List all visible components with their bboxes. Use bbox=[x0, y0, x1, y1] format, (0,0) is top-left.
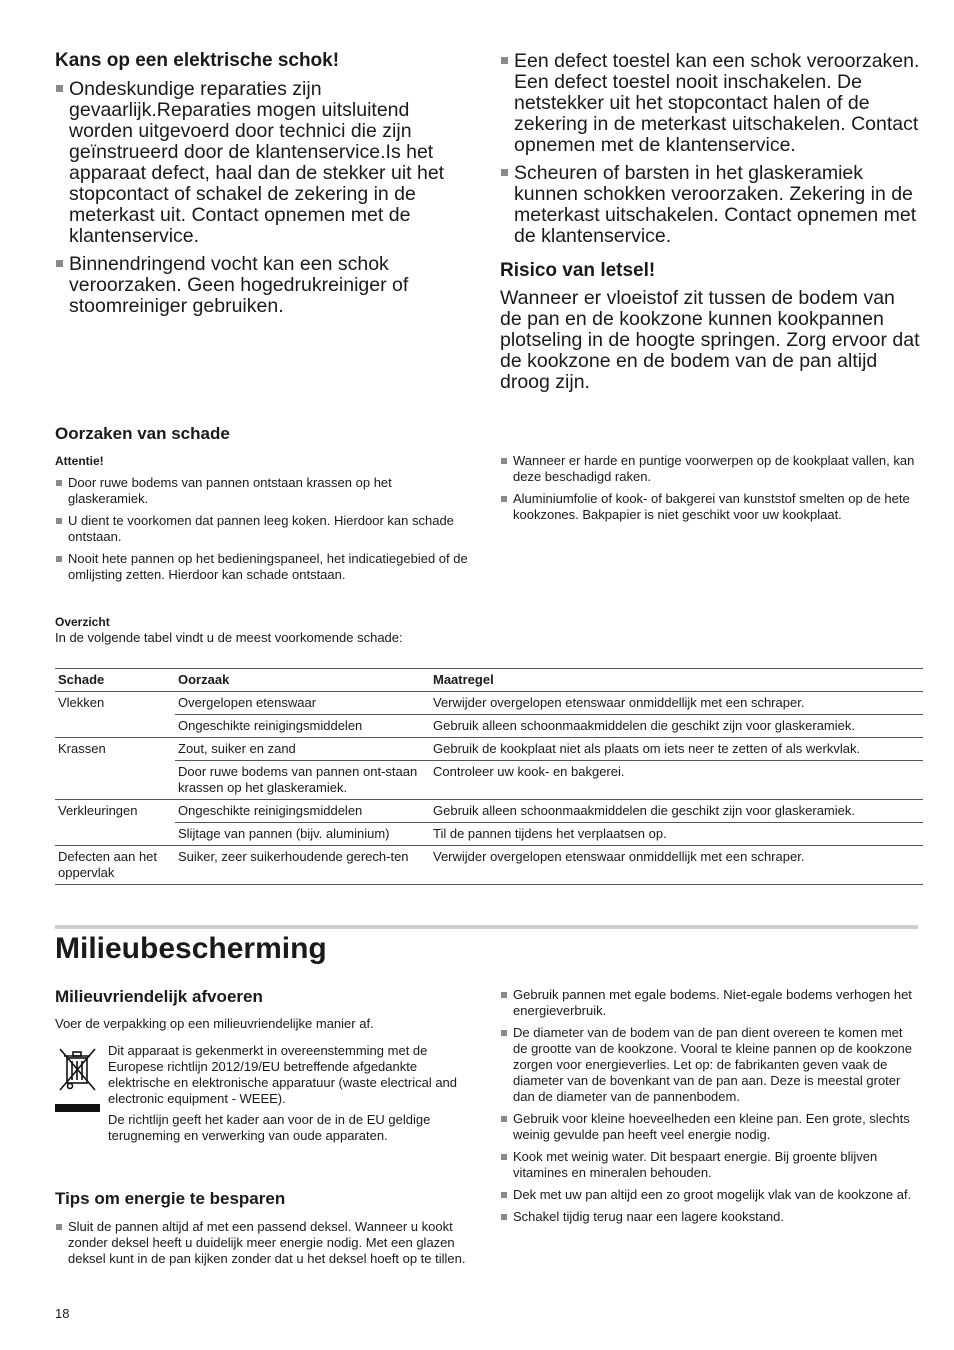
tips-heading: Tips om energie te besparen bbox=[55, 1189, 286, 1208]
weee-text bbox=[108, 1043, 470, 1144]
damage-left-column bbox=[55, 424, 475, 589]
table-cell bbox=[55, 715, 175, 738]
table-cell: Vlekken bbox=[58, 695, 105, 710]
attention-label: Attentie! bbox=[55, 454, 104, 468]
table-cell: Verwijder overgelopen etenswaar onmiddellijk met een schraper. bbox=[430, 846, 923, 885]
section-title: Milieubescherming bbox=[55, 932, 327, 965]
table-cell: Slijtage van pannen (bijv. aluminium) bbox=[175, 823, 430, 846]
list-item: U dient te voorkomen dat pannen leeg koken. Hierdoor kan schade ontstaan. bbox=[55, 513, 475, 545]
environment-right-column bbox=[500, 987, 920, 1231]
list-item: Sluit de pannen altijd af met een passend deksel. Wanneer u kookt zonder deksel heeft u duidelijk meer energie nodig. Met een glazen deksel kunt in de pan kijken zonder dat u het deksel hoeft op te tillen. bbox=[55, 1219, 475, 1267]
page-number: 18 bbox=[55, 1306, 70, 1321]
weee-block bbox=[55, 1043, 475, 1163]
list-item: Schakel tijdig terug naar een lagere kookstand. bbox=[500, 1209, 920, 1225]
list-item: Nooit hete pannen op het bedieningspaneel, het indicatiegebied of de omlijsting zetten. Hierdoor kan schade ontstaan. bbox=[55, 551, 475, 583]
table-cell: Door ruwe bodems van pannen ont-staan krassen op het glaskeramiek. bbox=[175, 761, 430, 800]
table-row bbox=[55, 800, 923, 823]
section-divider bbox=[55, 925, 918, 929]
environment-left-column bbox=[55, 987, 475, 1273]
shock-right-column bbox=[500, 44, 920, 393]
list-item: Aluminiumfolie of kook- of bakgerei van kunststof smelten op de hete kookzones. Bakpapier is niet geschikt voor uw kookplaat. bbox=[500, 491, 920, 523]
list-item: Een defect toestel kan een schok veroorzaken. Een defect toestel nooit inschakelen. De netstekker uit het stopcontact halen of de zekering in de meterkast uitschakelen. Contact opnemen met de klantenservice. bbox=[500, 51, 920, 156]
table-cell: Verkleuringen bbox=[58, 803, 138, 818]
column-header: Schade bbox=[55, 669, 175, 692]
table-row bbox=[55, 761, 923, 800]
tips-right-list bbox=[500, 987, 920, 1225]
column-header: Oorzaak bbox=[175, 669, 430, 692]
table-cell: Overgelopen etenswaar bbox=[175, 692, 430, 715]
table-row bbox=[55, 846, 923, 885]
column-header: Maatregel bbox=[430, 669, 923, 692]
table-cell: Ongeschikte reinigingsmiddelen bbox=[175, 800, 430, 823]
table-cell: Gebruik de kookplaat niet als plaats om iets neer te zetten of als werkvlak. bbox=[430, 738, 923, 761]
list-item: Scheuren of barsten in het glaskeramiek kunnen schokken veroorzaken. Zekering in de meterkast uitschakelen. Contact opnemen met de klantenservice. bbox=[500, 163, 920, 247]
table-cell: Krassen bbox=[58, 741, 106, 756]
overview-intro: In de volgende tabel vindt u de meest voorkomende schade: bbox=[55, 630, 403, 645]
list-item: Gebruik voor kleine hoeveelheden een kleine pan. Een grote, slechts weinig gevulde pan heeft veel energie nodig. bbox=[500, 1111, 920, 1143]
table-cell: Suiker, zeer suikerhoudende gerech-ten bbox=[175, 846, 430, 885]
table-row bbox=[55, 692, 923, 715]
table-cell: Verwijder overgelopen etenswaar onmiddellijk met een schraper. bbox=[430, 692, 923, 715]
table-cell: Gebruik alleen schoonmaakmiddelen die geschikt zijn voor glaskeramiek. bbox=[430, 715, 923, 738]
damage-heading: Oorzaken van schade bbox=[55, 424, 230, 443]
table-cell: Controleer uw kook- en bakgerei. bbox=[430, 761, 923, 800]
table-cell bbox=[55, 761, 175, 800]
injury-text: Wanneer er vloeistof zit tussen de bodem van de pan en de kookzone kunnen kookpannen plotseling in de hoogte springen. Zorg ervoor dat de kookzone en de bodem van de pan altijd droog zijn. bbox=[500, 287, 920, 393]
list-item: Wanneer er harde en puntige voorwerpen op de kookplaat vallen, kan deze beschadigd raken. bbox=[500, 453, 920, 485]
weee-text-2: De richtlijn geeft het kader aan voor de in de EU geldige terugneming en verwerking van oude apparaten. bbox=[108, 1112, 431, 1143]
shock-right-list bbox=[500, 51, 920, 247]
disposal-intro: Voer de verpakking op een milieuvriendelijke manier af. bbox=[55, 1016, 374, 1031]
damage-right-column bbox=[500, 453, 920, 529]
disposal-heading: Milieuvriendelijk afvoeren bbox=[55, 987, 263, 1006]
overview-block bbox=[55, 615, 915, 646]
list-item: Binnendringend vocht kan een schok veroorzaken. Geen hogedrukreiniger of stoomreiniger gebruiken. bbox=[55, 254, 475, 317]
list-item: Door ruwe bodems van pannen ontstaan krassen op het glaskeramiek. bbox=[55, 475, 475, 507]
overview-heading: Overzicht bbox=[55, 615, 110, 629]
damage-table bbox=[55, 668, 923, 885]
list-item: Kook met weinig water. Dit bespaart energie. Bij groente blijven vitamines en mineralen behouden. bbox=[500, 1149, 920, 1181]
shock-left-list bbox=[55, 79, 475, 317]
injury-heading: Risico van letsel! bbox=[500, 260, 656, 281]
table-row bbox=[55, 823, 923, 846]
list-item: Gebruik pannen met egale bodems. Niet-egale bodems verhogen het energieverbruik. bbox=[500, 987, 920, 1019]
shock-heading: Kans op een elektrische schok! bbox=[55, 50, 340, 71]
table-cell bbox=[55, 823, 175, 846]
table-row bbox=[55, 738, 923, 761]
table-cell: Zout, suiker en zand bbox=[175, 738, 430, 761]
damage-left-list bbox=[55, 475, 475, 583]
table-row bbox=[55, 715, 923, 738]
list-item: Dek met uw pan altijd een zo groot mogelijk vlak van de kookzone af. bbox=[500, 1187, 920, 1203]
tips-left-list bbox=[55, 1219, 475, 1267]
table-cell: Ongeschikte reinigingsmiddelen bbox=[175, 715, 430, 738]
shock-left-column bbox=[55, 50, 475, 317]
table-header-row bbox=[55, 669, 923, 692]
crossed-out-bin-icon bbox=[55, 1044, 100, 1114]
list-item: De diameter van de bodem van de pan dient overeen te komen met de grootte van de kookzone. Vooral te kleine pannen op de kookzone zorgen voor energieverlies. Let op: de fabrikanten geven vaak de diameter van de bovenkant van de pan aan. Deze is meestal groter dan de diameter van de pannenbodem. bbox=[500, 1025, 920, 1105]
damage-right-list bbox=[500, 453, 920, 523]
table-cell: Til de pannen tijdens het verplaatsen op. bbox=[430, 823, 923, 846]
list-item: Ondeskundige reparaties zijn gevaarlijk.Reparaties mogen uitsluitend worden uitgevoerd door technici die zijn geïnstrueerd door de klantenservice.Is het apparaat defect, haal dan de stekker uit het stopcontact of schakel de zekering in de meterkast uit. Contact opnemen met de klantenservice. bbox=[55, 79, 475, 247]
weee-text-1: Dit apparaat is gekenmerkt in overeenstemming met de Europese richtlijn 2012/19/EU betreffende afgedankte elektrische en elektronische apparatuur (waste electrical and electronic equipment - WEEE). bbox=[108, 1043, 458, 1106]
table-cell: Gebruik alleen schoonmaakmiddelen die geschikt zijn voor glaskeramiek. bbox=[430, 800, 923, 823]
table-cell: Defecten aan het oppervlak bbox=[55, 846, 175, 885]
